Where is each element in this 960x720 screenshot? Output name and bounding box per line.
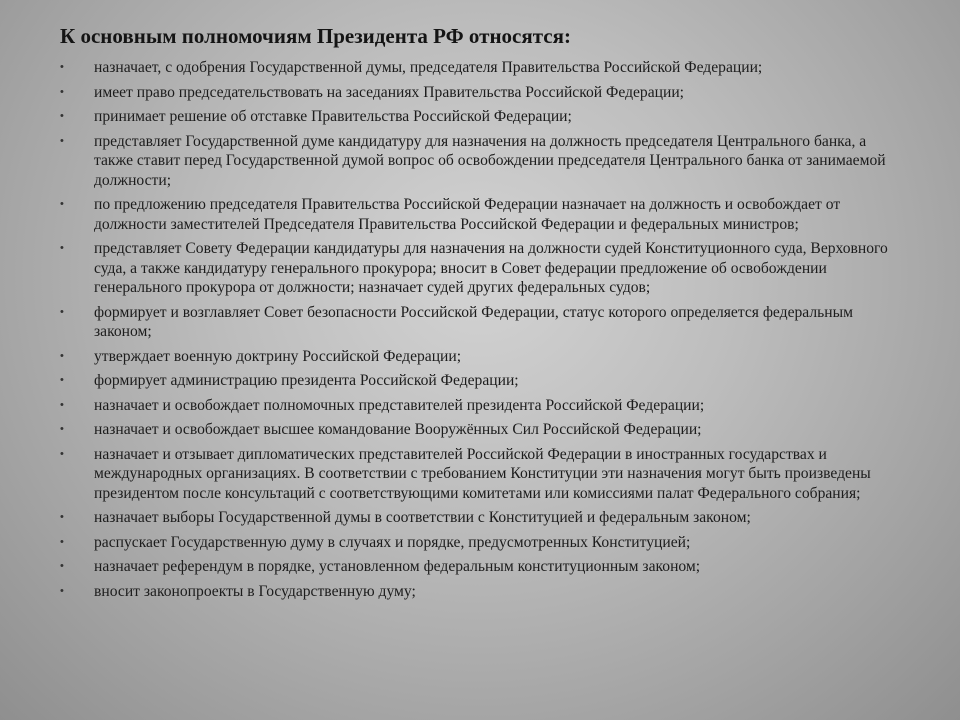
- list-item: [60, 83, 905, 103]
- list-item: [60, 195, 905, 234]
- list-item-text: формирует и возглавляет Совет безопасности Российской Федерации, статус которого определяется федеральным законом;: [94, 303, 853, 340]
- list-item-text: назначает и освобождает высшее командование Вооружённых Сил Российской Федерации;: [94, 421, 702, 438]
- list-item: [60, 508, 905, 528]
- list-item-text: представляет Совету Федерации кандидатуры для назначения на должности судей Конституционного суда, Верховного суда, а также кандидатуру генерального прокурора; вносит в Совет федерации предложение об освобождении генерального прокурора от должности; назначает судей других федеральных судов;: [94, 240, 888, 296]
- bullet-icon: •: [60, 134, 64, 147]
- list-item-text: принимает решение об отставке Правительства Российской Федерации;: [94, 108, 572, 125]
- list-item: [60, 582, 905, 602]
- list-item: [60, 239, 905, 298]
- list-item: [60, 58, 905, 78]
- list-item-text: имеет право председательствовать на заседаниях Правительства Российской Федерации;: [94, 83, 685, 101]
- list-item: [60, 557, 905, 577]
- bullet-icon: •: [60, 242, 64, 254]
- bullet-icon: •: [60, 374, 64, 386]
- list-item: [60, 371, 905, 391]
- bullet-icon: •: [60, 349, 64, 362]
- list-item-text: утверждает военную доктрину Российской Федерации;: [94, 347, 462, 365]
- bullet-icon: •: [60, 110, 64, 122]
- list-item-text: формирует администрацию президента Российской Федерации;: [94, 372, 519, 389]
- list-item-text: назначает референдум в порядке, установленном федеральным конституционным законом;: [94, 558, 701, 575]
- list-item: [60, 347, 905, 367]
- bullet-icon: •: [60, 511, 64, 523]
- list-item: [60, 420, 905, 440]
- list-item-text: назначает и отзывает дипломатических представителей Российской Федерации в иностранных государствах и международных организациях. В соответствии с требованием Конституции эти назначения могут быть произведены президентом после консультаций с соответствующими комитетами или комиссиями палат Федерального собрания;: [94, 445, 871, 502]
- list-item-text: назначает выборы Государственной думы в соответствии с Конституцией и федеральным законом;: [94, 509, 751, 526]
- powers-list: [60, 58, 905, 606]
- bullet-icon: •: [60, 584, 64, 597]
- bullet-icon: •: [60, 305, 64, 318]
- list-item: [60, 533, 905, 553]
- list-item-text: распускает Государственную думу в случаях и порядке, предусмотренных Конституцией;: [94, 533, 691, 551]
- bullet-icon: •: [60, 447, 64, 460]
- list-item-text: представляет Государственной думе кандидатуру для назначения на должность председателя Центрального банка, а также ставит перед Государственной думой вопрос об освобождении председателя Центрального банка от занимаемой должности;: [94, 132, 886, 189]
- bullet-icon: •: [60, 198, 64, 210]
- slide-title: К основным полномочиям Президента РФ относятся:: [60, 24, 571, 48]
- bullet-icon: •: [60, 535, 64, 548]
- list-item: [60, 303, 905, 342]
- list-item-text: по предложению председателя Правительства Российской Федерации назначает на должность и освобождает от должности заместителей Председателя Правительства Российской Федерации и федеральных министров;: [94, 196, 841, 233]
- list-item: [60, 107, 905, 127]
- list-item-text: назначает, с одобрения Государственной думы, председателя Правительства Российской Федерации;: [94, 59, 763, 76]
- list-item-text: назначает и освобождает полномочных представителей президента Российской Федерации;: [94, 396, 705, 414]
- bullet-icon: •: [60, 61, 64, 73]
- bullet-icon: •: [60, 398, 64, 411]
- bullet-icon: •: [60, 85, 64, 98]
- list-item: [60, 132, 905, 191]
- list-item-text: вносит законопроекты в Государственную думу;: [94, 582, 416, 600]
- bullet-icon: •: [60, 560, 64, 572]
- list-item: [60, 396, 905, 416]
- bullet-icon: •: [60, 423, 64, 435]
- list-item: [60, 445, 905, 504]
